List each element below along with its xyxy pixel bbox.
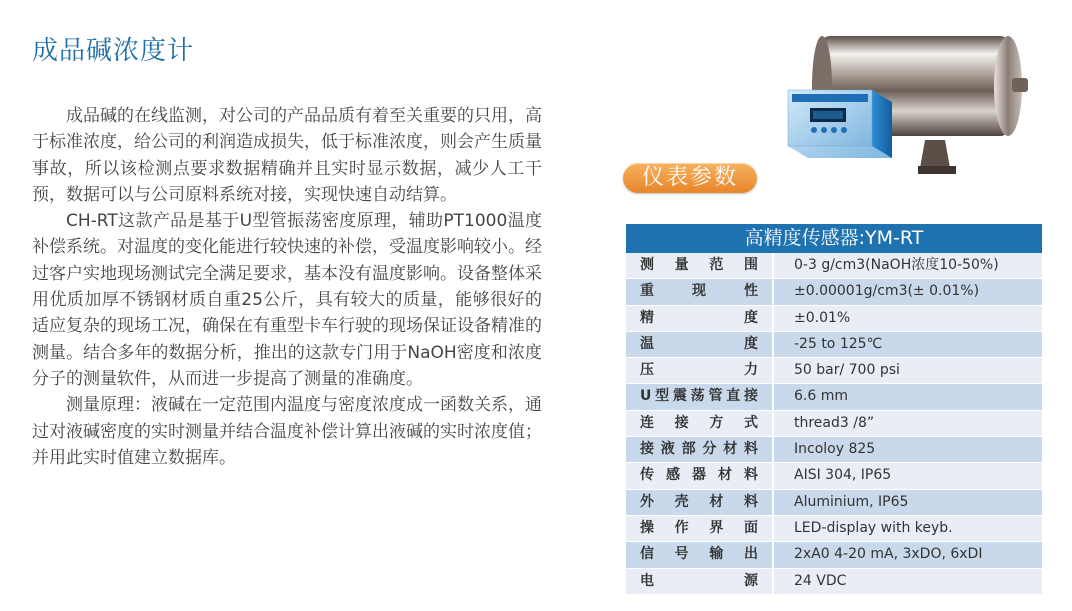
spec-label: 温度 — [626, 331, 773, 357]
spec-value: -25 to 125℃ — [773, 331, 1042, 357]
spec-label: 接液部分材料 — [626, 437, 773, 463]
paragraph-principle: 测量原理：液碱在一定范围内温度与密度浓度成一函数关系，通过对液碱密度的实时测量并结合温度补偿计算出液碱的实时浓度值；并用此实时值建立数据库。 — [32, 395, 542, 468]
spec-value: Aluminium, IP65 — [773, 489, 1042, 515]
description — [32, 103, 542, 471]
spec-value: thread3 /8” — [773, 410, 1042, 436]
spec-row — [626, 542, 1042, 568]
spec-row — [626, 331, 1042, 357]
spec-label: 压力 — [626, 358, 773, 384]
spec-table-body — [626, 253, 1042, 595]
product-image — [780, 28, 1030, 178]
spec-label: 重现性 — [626, 279, 773, 305]
spec-row — [626, 358, 1042, 384]
spec-value: 2xA0 4-20 mA, 3xDO, 6xDI — [773, 542, 1042, 568]
spec-value: 0-3 g/cm3(NaOH浓度10-50%) — [773, 253, 1042, 279]
spec-label: 操作界面 — [626, 515, 773, 541]
spec-row — [626, 437, 1042, 463]
spec-value: 24 VDC — [773, 568, 1042, 594]
paragraph-intro: 成品碱的在线监测，对公司的产品品质有着至关重要的只用，高于标准浓度，给公司的利润造成损失，低于标准浓度，则会产生质量事故，所以该检测点要求数据精确并且实时显示数据，减少人工干预，数据可以与公司原料系统对接，实现快速自动结算。 — [32, 106, 542, 205]
spec-value: ±0.01% — [773, 305, 1042, 331]
spec-row — [626, 384, 1042, 410]
spec-label: 外壳材料 — [626, 489, 773, 515]
spec-value: LED-display with keyb. — [773, 515, 1042, 541]
spec-label: 精度 — [626, 305, 773, 331]
spec-value: 50 bar/ 700 psi — [773, 358, 1042, 384]
spec-value: 6.6 mm — [773, 384, 1042, 410]
spec-row — [626, 568, 1042, 594]
spec-value: AISI 304, IP65 — [773, 463, 1042, 489]
spec-value: Incoloy 825 — [773, 437, 1042, 463]
page-title: 成品碱浓度计 — [32, 36, 195, 66]
spec-label: U型震荡管直接 — [626, 384, 773, 410]
spec-label: 传感器材料 — [626, 463, 773, 489]
spec-table-title: 高精度传感器:YM-RT — [626, 224, 1042, 253]
spec-row — [626, 489, 1042, 515]
spec-label: 连接方式 — [626, 410, 773, 436]
spec-table — [626, 224, 1042, 595]
paragraph-product: CH-RT这款产品是基于U型管振荡密度原理，辅助PT1000温度补偿系统。对温度的变化能进行较快速的补偿，受温度影响较小。经过客户实地现场测试完全满足要求，基本没有温度影响。设备整体采用优质加厚不锈钢材质自重25公斤，具有较大的质量，能够很好的适应复杂的现场工况，确保在有重型卡车行驶的现场保证设备精准的测量。结合多年的数据分析，推出的这款专门用于NaOH密度和浓度分子的测量软件，从而进一步提高了测量的准确度。 — [32, 211, 542, 389]
spec-row — [626, 253, 1042, 279]
spec-row — [626, 410, 1042, 436]
spec-label: 信号输出 — [626, 542, 773, 568]
spec-row — [626, 279, 1042, 305]
spec-label: 电源 — [626, 568, 773, 594]
spec-row — [626, 515, 1042, 541]
spec-value: ±0.00001g/cm3(± 0.01%) — [773, 279, 1042, 305]
spec-row — [626, 463, 1042, 489]
parameters-badge: 仪表参数 — [623, 163, 757, 193]
spec-label: 测量范围 — [626, 253, 773, 279]
spec-row — [626, 305, 1042, 331]
